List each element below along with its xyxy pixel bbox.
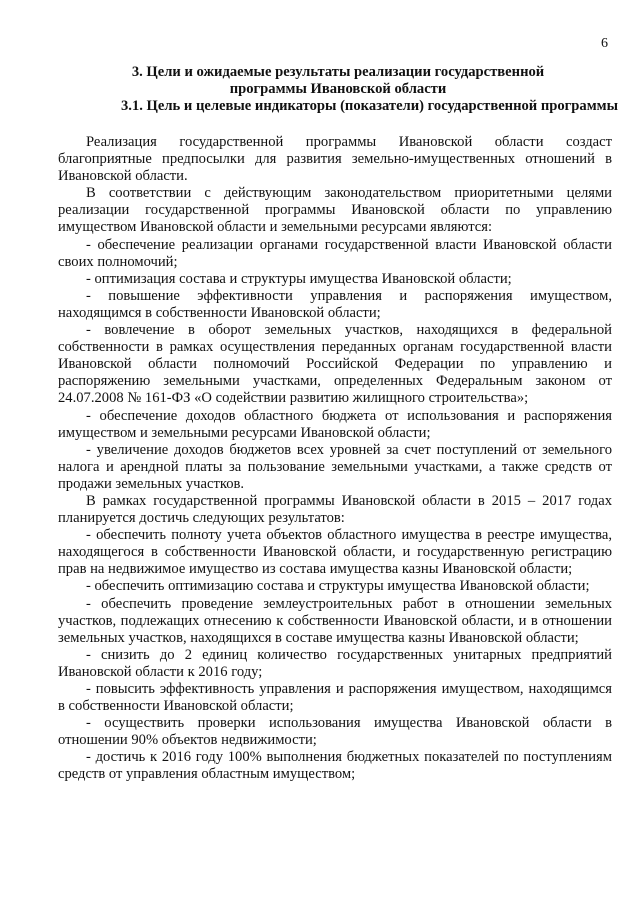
list-item: - повышение эффективности управления и распоряжения имуществом, находящимся в собственности Ивановской области;	[58, 287, 612, 321]
section-title-line-2: программы Ивановской области	[229, 81, 447, 97]
subsection-title: 3.1. Цель и целевые индикаторы (показатели) государственной программы	[121, 98, 618, 114]
list-item: - обеспечить проведение землеустроительных работ в отношении земельных участков, подлежащих отнесению к собственности Ивановской области, и в отношении земельных участков, находящихся в составе имущества казны Ивановской области;	[58, 595, 612, 646]
section-headings	[58, 64, 618, 115]
list-item: - увеличение доходов бюджетов всех уровней за счет поступлений от земельного налога и арендной платы за пользование земельными участками, а также средств от продажи земельных участков.	[58, 441, 612, 492]
body-text	[58, 134, 612, 784]
list-item: - обеспечение доходов областного бюджета от использования и распоряжения имуществом и земельными ресурсами Ивановской области;	[58, 407, 612, 441]
list-item: - оптимизация состава и структуры имущества Ивановской области;	[86, 270, 512, 287]
list-item: - обеспечить оптимизацию состава и структуры имущества Ивановской области;	[86, 578, 590, 595]
section-title-line-1: 3. Цели и ожидаемые результаты реализации государственной	[131, 64, 545, 80]
list-item: - обеспечить полноту учета объектов областного имущества в реестре имущества, находящегося в собственности Ивановской области, и государственную регистрацию прав на недвижимое имущество из состава имущества казны Ивановской области;	[58, 527, 612, 578]
paragraph: В соответствии с действующим законодательством приоритетными целями реализации государственной программы Ивановской области по управлению имуществом Ивановской области и земельными ресурсами являются:	[58, 185, 612, 236]
list-item: - осуществить проверки использования имущества Ивановской области в отношении 90% объектов недвижимости;	[58, 715, 612, 749]
list-item: - достичь к 2016 году 100% выполнения бюджетных показателей по поступлениям средств от управления областным имуществом;	[58, 749, 612, 783]
list-item: - повысить эффективность управления и распоряжения имуществом, находящимся в собственности Ивановской области;	[58, 681, 612, 715]
page-number: 6	[601, 36, 608, 51]
list-item: - снизить до 2 единиц количество государственных унитарных предприятий Ивановской области к 2016 году;	[58, 646, 612, 680]
list-item: - обеспечение реализации органами государственной власти Ивановской области своих полномочий;	[58, 236, 612, 270]
paragraph: В рамках государственной программы Ивановской области в 2015 – 2017 годах планируется достичь следующих результатов:	[58, 492, 612, 527]
paragraph: Реализация государственной программы Ивановской области создаст благоприятные предпосылки для развития земельно-имущественных отношений в Ивановской области.	[58, 134, 612, 185]
list-item: - вовлечение в оборот земельных участков, находящихся в федеральной собственности в рамках осуществления переданных органам государственной власти Ивановской области полномочий Российской Федерации по управлению и распоряжению земельными участками, определенных Федеральным законом от 24.07.2008 № 161-ФЗ «О содействии развитию жилищного строительства»;	[58, 322, 612, 407]
